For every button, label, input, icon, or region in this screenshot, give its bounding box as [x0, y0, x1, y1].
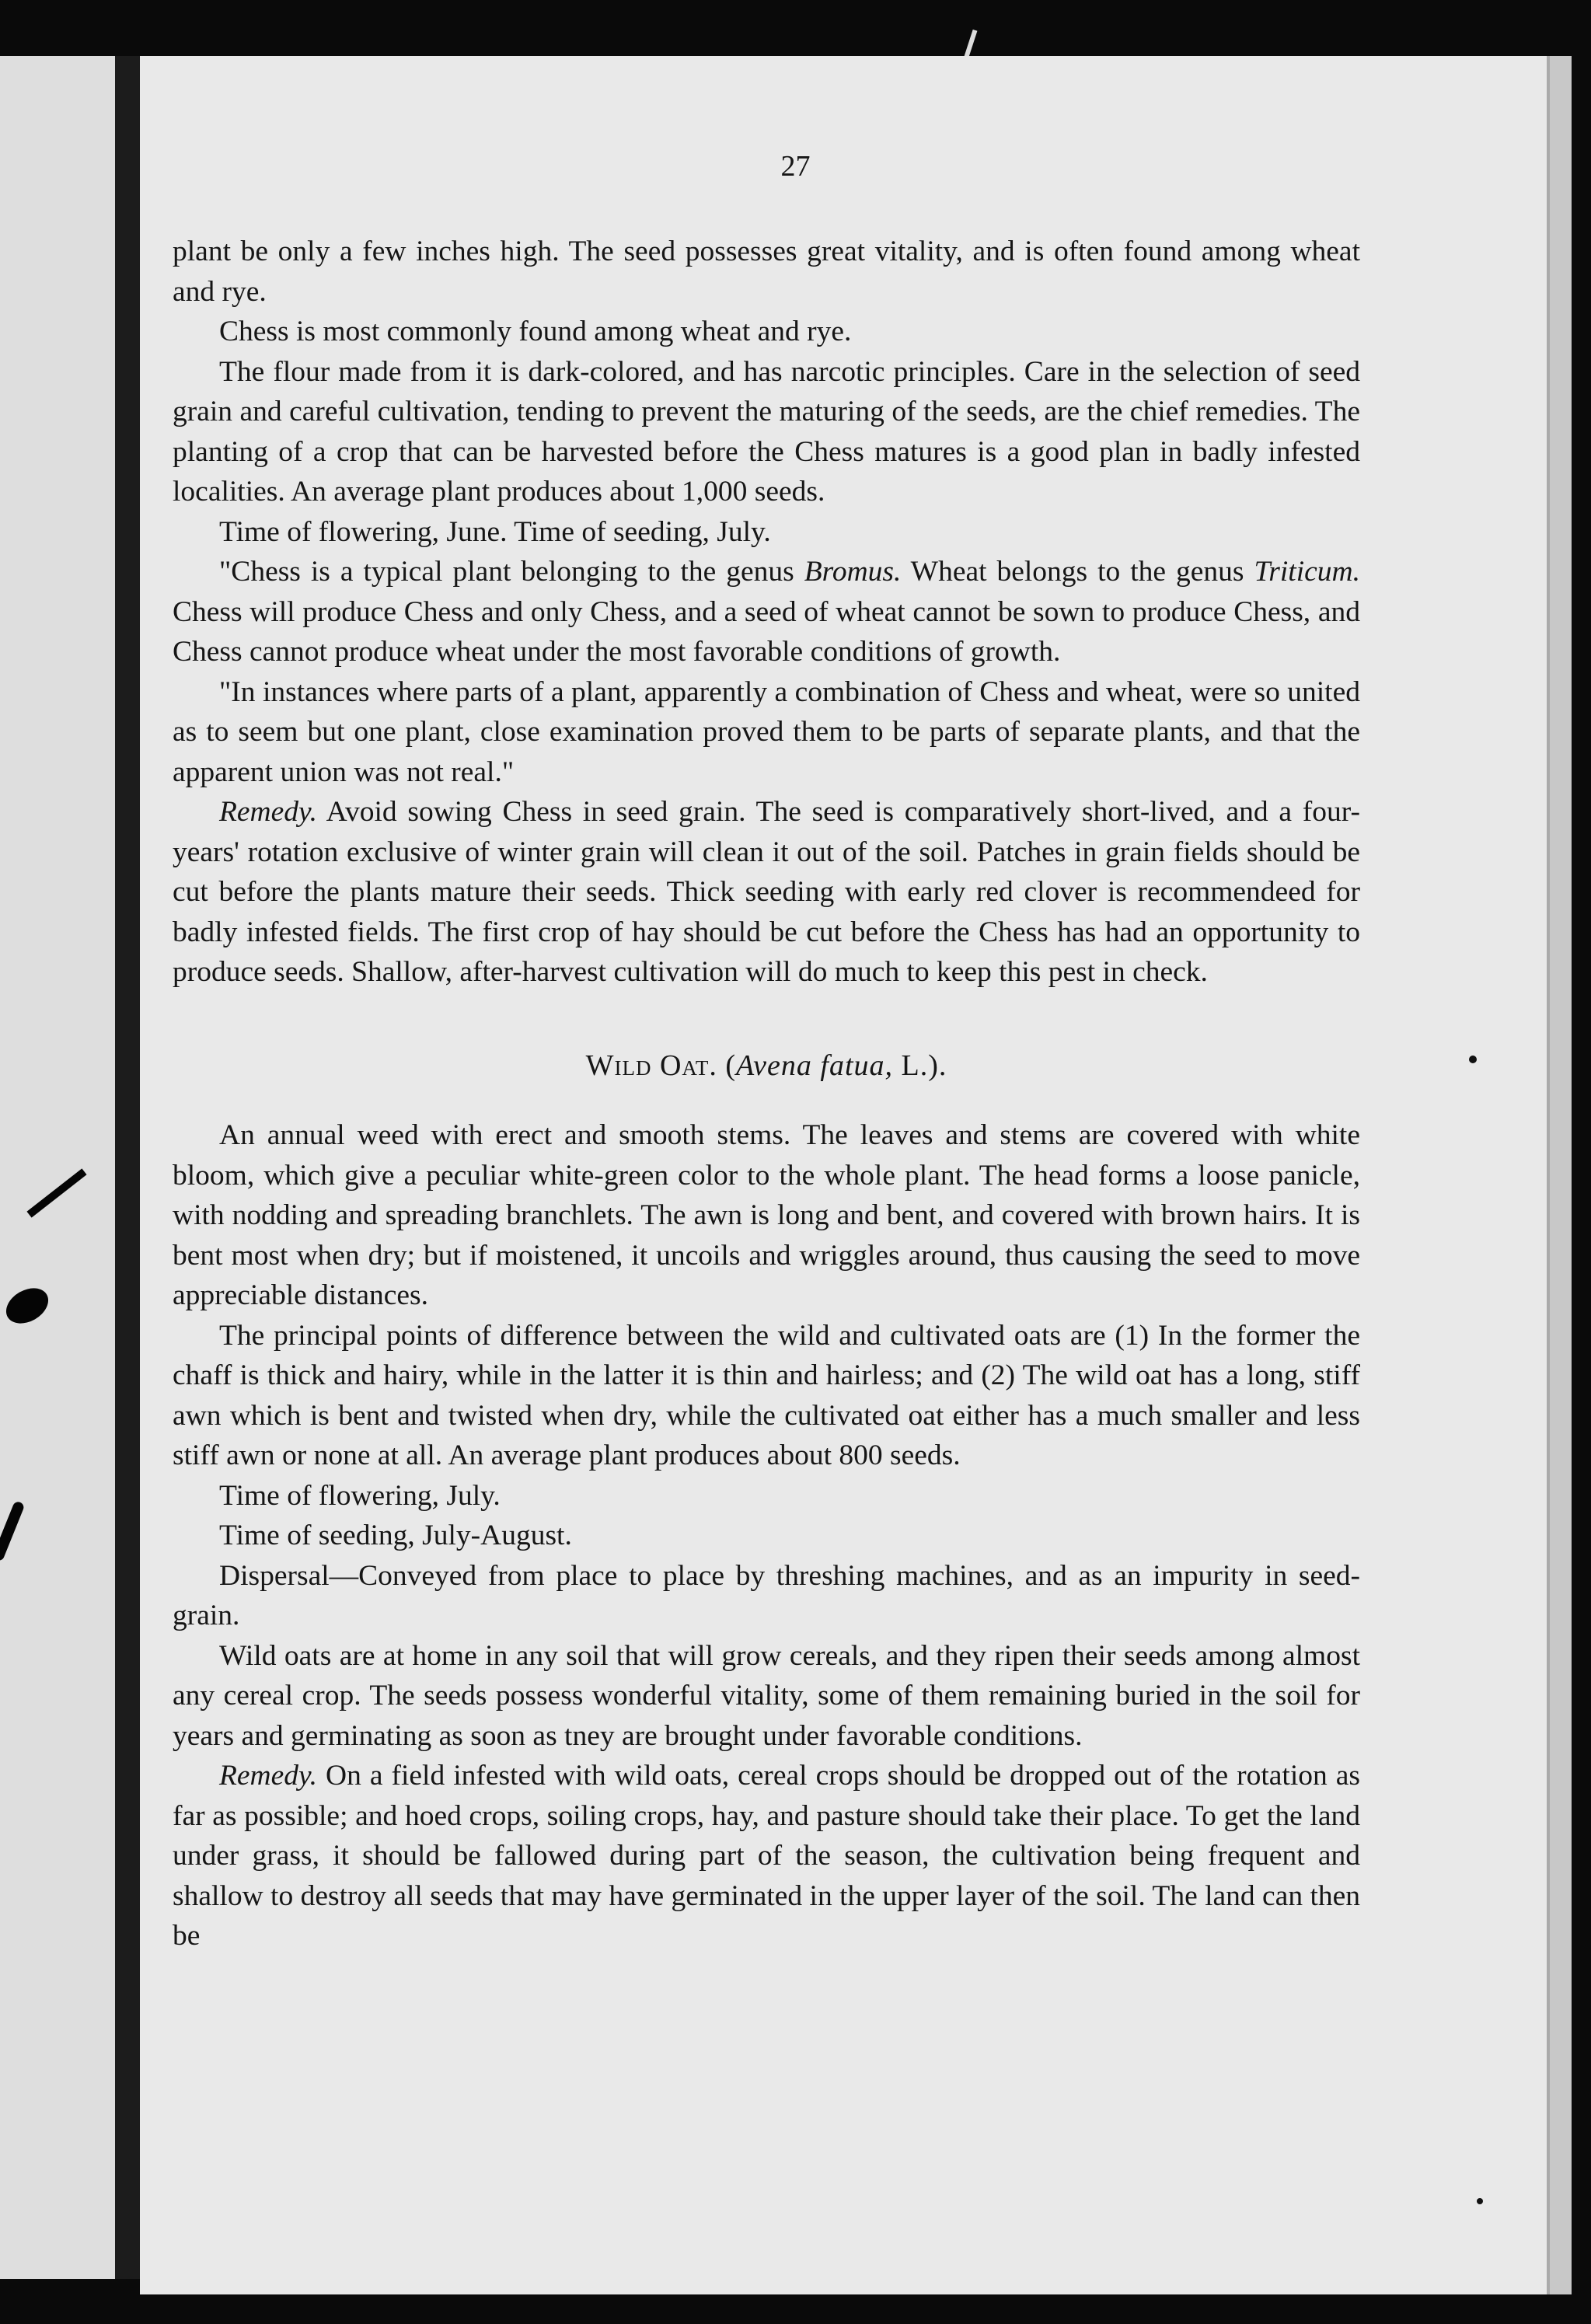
text-run: Chess will produce Chess and only Chess, and a seed of wheat cannot be sown to produce Chess, and Chess cannot produce wheat under the most favorable conditions of growth.: [173, 595, 1360, 668]
text-run: "Chess is a typical plant belonging to the genus: [219, 556, 804, 588]
paragraph: Dispersal—Conveyed from place to place by threshing machines, and as an impurity in seed-grain.: [173, 1559, 1360, 1631]
speck: [1477, 2198, 1483, 2204]
paragraph: Time of flowering, June. Time of seeding, July.: [219, 515, 771, 548]
page-body: [173, 232, 1360, 1956]
paragraph: [173, 552, 1360, 672]
section-heading-author: L.: [901, 1049, 929, 1082]
paragraph: Time of seeding, July-August.: [219, 1520, 572, 1551]
adjacent-page-edge: [0, 56, 140, 2279]
paragraph: "In instances where parts of a plant, apparently a combination of Chess and wheat, were so united as to seem but one plant, close examination proved them to be parts of separate plants, and that the apparent union was not real.": [173, 675, 1360, 788]
paragraph: The principal points of difference between the wild and cultivated oats are (1) In the former the chaff is thick and hairy, while in the latter it is thin and hairless; and (2) The wild oat has a long, stiff awn which is bent and twisted when dry, while the cultivated oat either has a much smaller and less stiff awn or none at all. An average plant produces about 800 seeds.: [173, 1319, 1360, 1471]
section-heading: Wild Oat. (Avena fatua, L.).: [585, 1049, 947, 1082]
text-run: Avoid sowing Chess in seed grain. The seed is comparatively short-lived, and a four-years' rotation exclusive of winter grain will clean it out of the soil. Patches in grain fields should be cut before the plants mature their seeds. Thick seeding with early red clover is recommendeed for badly infested fields. The first crop of hay should be cut before the Chess has had an opportunity to produce seeds. Shallow, after-harvest cultivation will do much to keep this pest in check.: [173, 796, 1360, 988]
remedy-label: Remedy.: [219, 1760, 317, 1792]
section-heading-latin: Avena fatua,: [736, 1049, 894, 1082]
paragraph: An annual weed with erect and smooth stems. The leaves and stems are covered with white bloom, which give a peculiar white-green color to the whole plant. The head forms a loose panicle, with nodding and spreading branchlets. The awn is long and bent, and covered with brown hairs. It is bent most when dry; but if moistened, it uncoils and wriggles around, thus causing the seed to move appreciable distances.: [173, 1119, 1360, 1311]
paragraph: Wild oats are at home in any soil that will grow cereals, and they ripen their seeds among almost any cereal crop. The seeds possess wonderful vitality, some of them remaining buried in the soil for years and germinating as soon as tney are brought under favorable conditions.: [173, 1639, 1360, 1752]
paragraph: [173, 792, 1360, 993]
paragraph: Chess is most commonly found among wheat and rye.: [219, 316, 852, 347]
paragraph: The flour made from it is dark-colored, and has narcotic principles. Care in the selection of seed grain and careful cultivation, tending to prevent the maturing of the seeds, are the chief remedies. The planting of a crop that can be harvested before the Chess matures is a good plan in badly infested localities. An average plant produces about 1,000 seeds.: [173, 355, 1360, 508]
paragraph: [173, 1756, 1360, 1956]
paragraph: plant be only a few inches high. The seed possesses great vitality, and is often found among wheat and rye.: [173, 236, 1360, 308]
remedy-label: Remedy.: [219, 796, 317, 828]
paragraph: Time of flowering, July.: [219, 1479, 501, 1512]
speck: [1469, 1056, 1477, 1063]
text-run: Wheat belongs to the genus: [901, 556, 1254, 588]
genus-name: Triticum.: [1254, 556, 1360, 588]
section-heading-name: Wild Oat.: [585, 1049, 717, 1082]
genus-name: Bromus.: [804, 556, 902, 588]
page-edge-strip: [1547, 56, 1572, 2294]
text-run: On a field infested with wild oats, cereal crops should be dropped out of the rotation as far as possible; and hoed crops, soiling crops, hay, and pasture should take their place. To get the land under grass, it should be fallowed during part of the season, the cultivation being frequent and shallow to destroy all seeds that may have germinated in the upper layer of the soil. The land can then be: [173, 1760, 1361, 1952]
page-number: 27: [780, 150, 811, 183]
ink-mark: [965, 30, 978, 58]
